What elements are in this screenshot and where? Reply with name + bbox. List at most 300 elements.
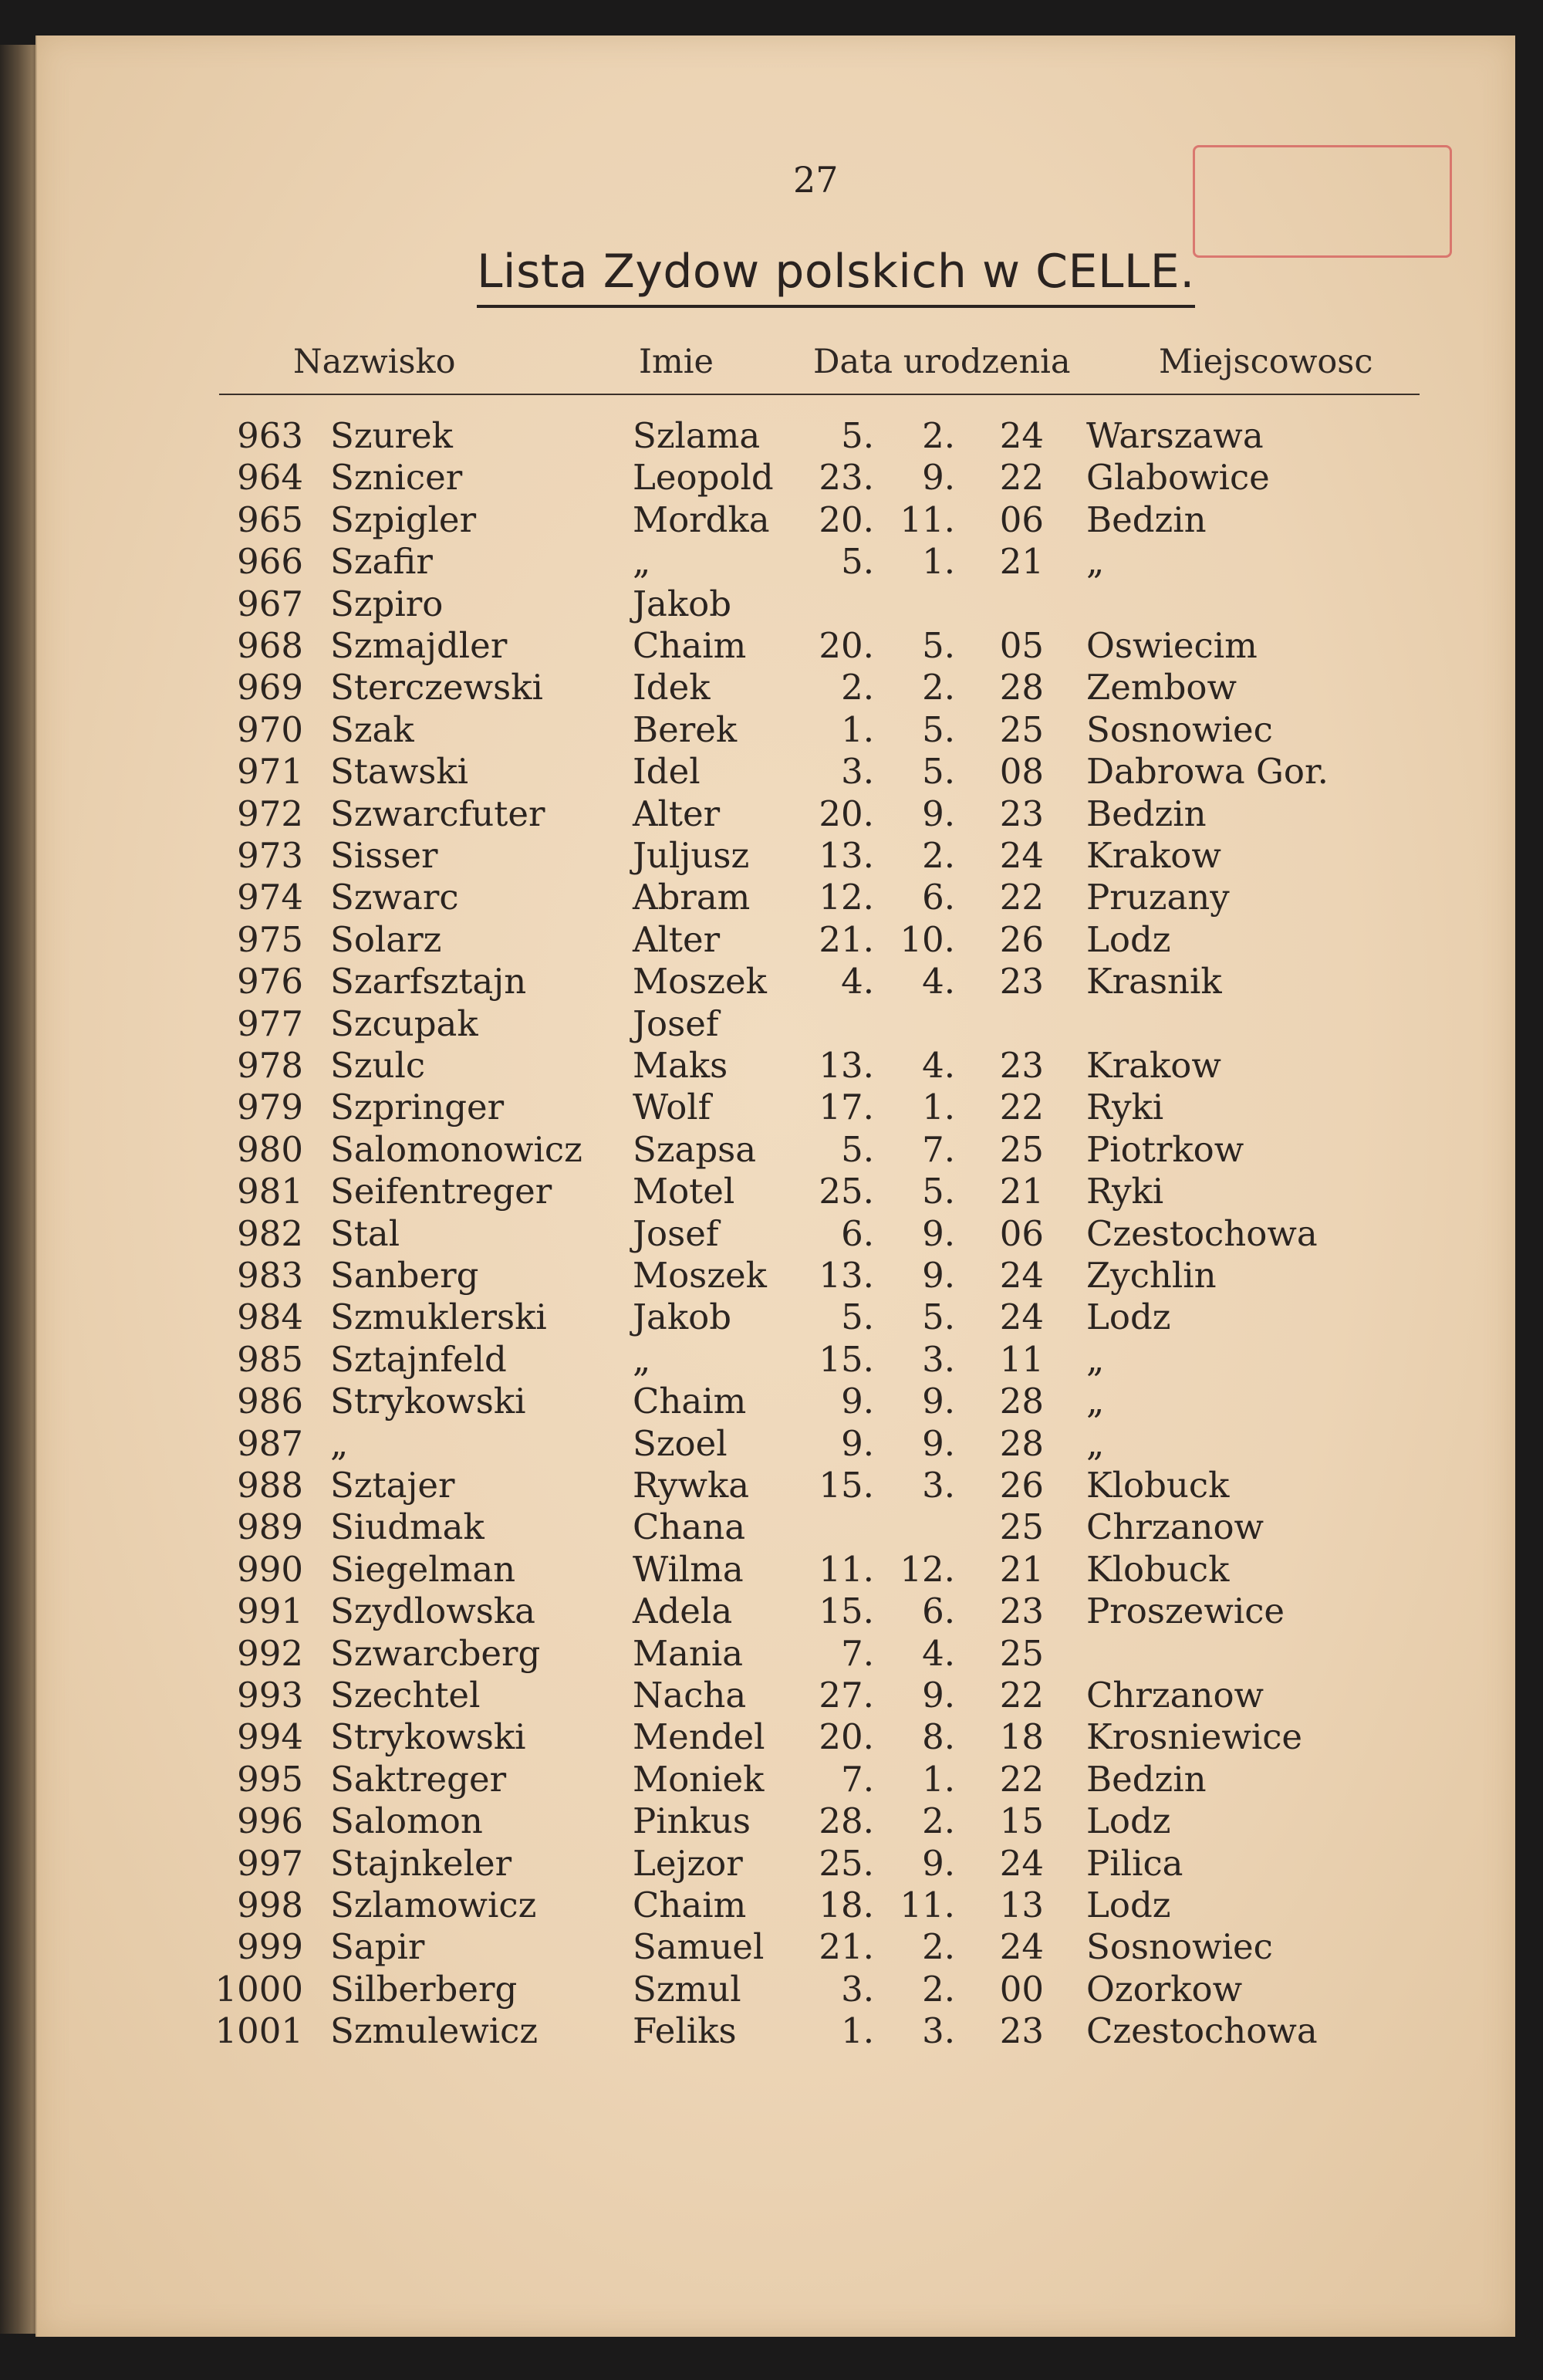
row-number: 971: [237, 751, 303, 793]
table-row: [37, 835, 1515, 877]
table-row: [37, 1549, 1515, 1591]
surname-cell: „: [330, 1422, 349, 1464]
birth-year-cell: 24: [999, 835, 1044, 876]
place-cell: Bedzin: [1086, 793, 1207, 834]
surname-cell: Szmuklerski: [330, 1296, 547, 1338]
surname-cell: Szulc: [330, 1045, 426, 1086]
table-row: [37, 499, 1515, 541]
birth-month-cell: 9.: [922, 1422, 955, 1464]
place-cell: Oswiecim: [1086, 625, 1258, 666]
birth-month-cell: 6.: [922, 877, 955, 918]
first-name-cell: Jakob: [633, 1296, 732, 1338]
place-cell: Chrzanow: [1086, 1506, 1264, 1548]
birth-day-cell: 13.: [819, 1255, 874, 1296]
birth-month-cell: 1.: [922, 541, 955, 583]
birth-day-cell: 20.: [819, 793, 874, 834]
birth-month-cell: 9.: [922, 1675, 955, 1716]
first-name-cell: Jakob: [633, 583, 732, 624]
birth-day-cell: 18.: [819, 1885, 874, 1925]
birth-day-cell: 13.: [819, 1045, 874, 1086]
birth-day-cell: 3.: [841, 1968, 874, 2010]
first-name-cell: Szlama: [633, 415, 761, 456]
table-row: [37, 1926, 1515, 1968]
place-cell: „: [1086, 541, 1105, 583]
surname-cell: Salomonowicz: [330, 1128, 582, 1170]
birth-month-cell: 2.: [922, 415, 955, 456]
row-number: 966: [237, 541, 303, 583]
birth-year-cell: 18: [999, 1716, 1044, 1758]
table-row: [37, 1465, 1515, 1506]
birth-year-cell: 06: [999, 499, 1044, 540]
row-number: 972: [237, 793, 303, 834]
surname-cell: Szurek: [330, 415, 453, 456]
first-name-cell: Feliks: [633, 2010, 737, 2052]
birth-month-cell: 11.: [900, 499, 955, 540]
place-cell: Glabowice: [1086, 457, 1270, 499]
first-name-cell: Mendel: [633, 1716, 765, 1758]
table-row: [37, 1255, 1515, 1296]
birth-year-cell: 25: [999, 1128, 1044, 1170]
header-rule: [219, 394, 1420, 395]
row-number: 983: [237, 1255, 303, 1296]
surname-cell: Sztajnfeld: [330, 1338, 507, 1380]
birth-year-cell: 24: [999, 1926, 1044, 1968]
place-cell: Czestochowa: [1086, 1212, 1318, 1254]
table-row: [37, 1716, 1515, 1758]
first-name-cell: Idel: [633, 751, 701, 793]
table-row: [37, 793, 1515, 835]
place-cell: Warszawa: [1086, 415, 1264, 456]
birth-year-cell: 21: [999, 1171, 1044, 1212]
birth-month-cell: 5.: [922, 708, 955, 750]
place-cell: Sosnowiec: [1086, 708, 1273, 750]
surname-cell: Siegelman: [330, 1548, 516, 1590]
row-number: 975: [237, 918, 303, 960]
birth-day-cell: 20.: [819, 1716, 874, 1758]
first-name-cell: Maks: [633, 1045, 728, 1086]
surname-cell: Szcupak: [330, 1002, 478, 1044]
first-name-cell: Samuel: [633, 1926, 765, 1968]
birth-month-cell: 9.: [922, 1381, 955, 1422]
table-row: [37, 1423, 1515, 1465]
birth-day-cell: 15.: [819, 1465, 874, 1506]
row-number: 974: [237, 877, 303, 918]
birth-year-cell: 25: [999, 1632, 1044, 1674]
first-name-cell: Wolf: [633, 1087, 711, 1128]
birth-month-cell: 8.: [922, 1716, 955, 1758]
header-place: Miejscowosc: [1159, 343, 1373, 381]
birth-year-cell: 23: [999, 1045, 1044, 1086]
place-cell: Lodz: [1086, 1885, 1171, 1925]
birth-day-cell: 27.: [819, 1675, 874, 1716]
birth-year-cell: 26: [999, 1465, 1044, 1506]
surname-cell: Szak: [330, 708, 414, 750]
birth-month-cell: 5.: [922, 1171, 955, 1212]
birth-day-cell: 7.: [841, 1758, 874, 1800]
row-number: 996: [237, 1800, 303, 1842]
first-name-cell: Mania: [633, 1632, 744, 1674]
table-row: [37, 1129, 1515, 1171]
surname-cell: Szpiro: [330, 583, 444, 624]
surname-cell: Szmulewicz: [330, 2010, 539, 2052]
table-row: [37, 1800, 1515, 1842]
birth-day-cell: 5.: [841, 1296, 874, 1338]
birth-day-cell: 9.: [841, 1422, 874, 1464]
birth-day-cell: 17.: [819, 1087, 874, 1128]
row-number: 988: [237, 1465, 303, 1506]
birth-month-cell: 9.: [922, 1842, 955, 1884]
surname-cell: Salomon: [330, 1800, 483, 1842]
row-number: 991: [237, 1591, 303, 1632]
table-row: [37, 1381, 1515, 1422]
birth-year-cell: 23: [999, 1591, 1044, 1632]
row-number: 994: [237, 1716, 303, 1758]
table-row: [37, 751, 1515, 793]
surname-cell: Szpigler: [330, 499, 477, 540]
row-number: 987: [237, 1422, 303, 1464]
table-row: [37, 961, 1515, 1002]
surname-cell: Strykowski: [330, 1716, 526, 1758]
row-number: 963: [237, 415, 303, 456]
birth-year-cell: 15: [999, 1800, 1044, 1842]
page-title: Lista Zydow polskich w CELLE.: [477, 245, 1195, 308]
table-row: [37, 1171, 1515, 1212]
place-cell: Ryki: [1086, 1087, 1164, 1128]
first-name-cell: Szapsa: [633, 1128, 757, 1170]
place-cell: Piotrkow: [1086, 1128, 1244, 1170]
surname-cell: Seifentreger: [330, 1171, 552, 1212]
place-cell: Lodz: [1086, 1296, 1171, 1338]
birth-year-cell: 23: [999, 793, 1044, 834]
table-row: [37, 1296, 1515, 1338]
header-surname: Nazwisko: [293, 343, 456, 381]
table-row: [37, 709, 1515, 751]
birth-year-cell: 25: [999, 1506, 1044, 1548]
table-row: [37, 1885, 1515, 1926]
birth-day-cell: 20.: [819, 625, 874, 666]
place-cell: Klobuck: [1086, 1465, 1230, 1506]
birth-day-cell: 13.: [819, 835, 874, 876]
first-name-cell: Nacha: [633, 1675, 747, 1716]
row-number: 969: [237, 667, 303, 708]
place-cell: „: [1086, 1381, 1105, 1422]
birth-day-cell: 5.: [841, 541, 874, 583]
surname-cell: Szarfsztajn: [330, 961, 527, 1002]
first-name-cell: Adela: [633, 1591, 733, 1632]
first-name-cell: Josef: [633, 1212, 719, 1254]
first-name-cell: Idek: [633, 667, 711, 708]
birth-year-cell: 00: [999, 1968, 1044, 2010]
place-cell: Pilica: [1086, 1842, 1183, 1884]
birth-month-cell: 4.: [922, 1632, 955, 1674]
first-name-cell: Moszek: [633, 1255, 767, 1296]
row-number: 967: [237, 583, 303, 624]
birth-day-cell: 23.: [819, 457, 874, 499]
table-row: [37, 667, 1515, 708]
place-cell: Bedzin: [1086, 499, 1207, 540]
surname-cell: Stawski: [330, 751, 469, 793]
row-number: 995: [237, 1758, 303, 1800]
row-number: 989: [237, 1506, 303, 1548]
birth-month-cell: 9.: [922, 1212, 955, 1254]
birth-day-cell: 7.: [841, 1632, 874, 1674]
row-number: 965: [237, 499, 303, 540]
library-stamp-box: [1193, 145, 1452, 258]
first-name-cell: Szmul: [633, 1968, 741, 2010]
birth-year-cell: 23: [999, 2010, 1044, 2052]
surname-cell: Sanberg: [330, 1255, 479, 1296]
birth-day-cell: 2.: [841, 667, 874, 708]
place-cell: Dabrowa Gor.: [1086, 751, 1329, 793]
birth-year-cell: 28: [999, 1422, 1044, 1464]
place-cell: Krosniewice: [1086, 1716, 1303, 1758]
row-number: 990: [237, 1548, 303, 1590]
birth-day-cell: 20.: [819, 499, 874, 540]
row-number: 998: [237, 1885, 303, 1925]
first-name-cell: Motel: [633, 1171, 735, 1212]
first-name-cell: Juljusz: [633, 835, 750, 876]
table-row: [37, 1759, 1515, 1800]
table-row: [37, 1969, 1515, 2010]
birth-year-cell: 13: [999, 1885, 1044, 1925]
table-row: [37, 1045, 1515, 1087]
birth-day-cell: 15.: [819, 1338, 874, 1380]
surname-cell: Solarz: [330, 918, 442, 960]
first-name-cell: Rywka: [633, 1465, 750, 1506]
birth-day-cell: 4.: [841, 961, 874, 1002]
surname-cell: Szechtel: [330, 1675, 481, 1716]
birth-month-cell: 1.: [922, 1758, 955, 1800]
place-cell: Pruzany: [1086, 877, 1230, 918]
place-cell: Czestochowa: [1086, 2010, 1318, 2052]
birth-year-cell: 26: [999, 918, 1044, 960]
birth-month-cell: 9.: [922, 1255, 955, 1296]
birth-month-cell: 11.: [900, 1885, 955, 1925]
surname-cell: Szlamowicz: [330, 1885, 537, 1925]
row-number: 997: [237, 1842, 303, 1884]
birth-month-cell: 3.: [922, 2010, 955, 2052]
first-name-cell: „: [633, 541, 651, 583]
surname-cell: Szwarc: [330, 877, 459, 918]
table-row: [37, 583, 1515, 625]
header-birth-date: Data urodzenia: [813, 343, 1071, 381]
place-cell: Klobuck: [1086, 1548, 1230, 1590]
birth-month-cell: 1.: [922, 1087, 955, 1128]
surname-cell: Sztajer: [330, 1465, 455, 1506]
birth-month-cell: 2.: [922, 1926, 955, 1968]
surname-cell: Sapir: [330, 1926, 425, 1968]
birth-month-cell: 7.: [922, 1128, 955, 1170]
row-number: 976: [237, 961, 303, 1002]
surname-cell: Silberberg: [330, 1968, 518, 2010]
birth-year-cell: 05: [999, 625, 1044, 666]
birth-month-cell: 5.: [922, 751, 955, 793]
birth-day-cell: 6.: [841, 1212, 874, 1254]
place-cell: Lodz: [1086, 1800, 1171, 1842]
table-row: [37, 1087, 1515, 1128]
birth-month-cell: 9.: [922, 457, 955, 499]
first-name-cell: Moszek: [633, 961, 767, 1002]
first-name-cell: Abram: [633, 877, 751, 918]
birth-year-cell: 21: [999, 541, 1044, 583]
birth-year-cell: 25: [999, 708, 1044, 750]
surname-cell: Siudmak: [330, 1506, 485, 1548]
birth-day-cell: 5.: [841, 415, 874, 456]
birth-year-cell: 23: [999, 961, 1044, 1002]
birth-day-cell: 1.: [841, 2010, 874, 2052]
place-cell: Zembow: [1086, 667, 1237, 708]
page-number: 27: [793, 159, 839, 201]
place-cell: Proszewice: [1086, 1591, 1285, 1632]
place-cell: Zychlin: [1086, 1255, 1217, 1296]
place-cell: Chrzanow: [1086, 1675, 1264, 1716]
row-number: 986: [237, 1381, 303, 1422]
book-binding: [0, 45, 40, 2334]
first-name-cell: Pinkus: [633, 1800, 751, 1842]
birth-day-cell: 3.: [841, 751, 874, 793]
row-number: 992: [237, 1632, 303, 1674]
table-row: [37, 1591, 1515, 1632]
birth-year-cell: 22: [999, 1087, 1044, 1128]
first-name-cell: Josef: [633, 1002, 719, 1044]
row-number: 980: [237, 1128, 303, 1170]
birth-day-cell: 11.: [819, 1548, 874, 1590]
birth-month-cell: 2.: [922, 1800, 955, 1842]
table-row: [37, 541, 1515, 583]
place-cell: Ozorkow: [1086, 1968, 1243, 2010]
birth-year-cell: 24: [999, 415, 1044, 456]
table-row: [37, 1003, 1515, 1045]
birth-day-cell: 1.: [841, 708, 874, 750]
birth-year-cell: 24: [999, 1255, 1044, 1296]
place-cell: Krakow: [1086, 835, 1221, 876]
table-row: [37, 877, 1515, 918]
birth-month-cell: 3.: [922, 1338, 955, 1380]
birth-month-cell: 12.: [900, 1548, 955, 1590]
birth-month-cell: 9.: [922, 793, 955, 834]
first-name-cell: Alter: [633, 918, 721, 960]
table-row: [37, 919, 1515, 961]
place-cell: Bedzin: [1086, 1758, 1207, 1800]
birth-year-cell: 22: [999, 1675, 1044, 1716]
surname-cell: Stajnkeler: [330, 1842, 512, 1884]
first-name-cell: Wilma: [633, 1548, 744, 1590]
table-row: [37, 1339, 1515, 1381]
header-first-name: Imie: [639, 343, 714, 381]
birth-year-cell: 22: [999, 877, 1044, 918]
surname-cell: Szwarcfuter: [330, 793, 545, 834]
first-name-cell: Berek: [633, 708, 738, 750]
place-cell: Ryki: [1086, 1171, 1164, 1212]
surname-cell: Szafir: [330, 541, 433, 583]
table-row: [37, 1506, 1515, 1548]
surname-cell: Strykowski: [330, 1381, 526, 1422]
first-name-cell: „: [633, 1338, 651, 1380]
row-number: 1000: [214, 1968, 303, 2010]
birth-month-cell: 5.: [922, 625, 955, 666]
first-name-cell: Lejzor: [633, 1842, 743, 1884]
first-name-cell: Chana: [633, 1506, 746, 1548]
row-number: 964: [237, 457, 303, 499]
surname-cell: Sznicer: [330, 457, 463, 499]
surname-cell: Sisser: [330, 835, 438, 876]
first-name-cell: Chaim: [633, 1381, 747, 1422]
first-name-cell: Moniek: [633, 1758, 765, 1800]
table-row: [37, 457, 1515, 499]
surname-cell: Saktreger: [330, 1758, 507, 1800]
place-cell: Krasnik: [1086, 961, 1222, 1002]
birth-month-cell: 2.: [922, 835, 955, 876]
surname-cell: Szwarcberg: [330, 1632, 541, 1674]
document-page: [35, 35, 1515, 2337]
birth-day-cell: 5.: [841, 1128, 874, 1170]
table-row: [37, 1213, 1515, 1255]
place-cell: Sosnowiec: [1086, 1926, 1273, 1968]
birth-day-cell: 21.: [819, 1926, 874, 1968]
table-row: [37, 2010, 1515, 2052]
row-number: 979: [237, 1087, 303, 1128]
birth-month-cell: 10.: [900, 918, 955, 960]
birth-month-cell: 2.: [922, 667, 955, 708]
birth-year-cell: 28: [999, 1381, 1044, 1422]
first-name-cell: Szoel: [633, 1422, 728, 1464]
row-number: 968: [237, 625, 303, 666]
row-number: 984: [237, 1296, 303, 1338]
place-cell: „: [1086, 1338, 1105, 1380]
birth-month-cell: 2.: [922, 1968, 955, 2010]
surname-cell: Szpringer: [330, 1087, 505, 1128]
row-number: 978: [237, 1045, 303, 1086]
first-name-cell: Chaim: [633, 625, 747, 666]
birth-year-cell: 21: [999, 1548, 1044, 1590]
birth-year-cell: 11: [999, 1338, 1044, 1380]
birth-year-cell: 22: [999, 457, 1044, 499]
row-number: 999: [237, 1926, 303, 1968]
place-cell: Lodz: [1086, 918, 1171, 960]
birth-day-cell: 25.: [819, 1842, 874, 1884]
birth-day-cell: 12.: [819, 877, 874, 918]
row-number: 977: [237, 1002, 303, 1044]
first-name-cell: Mordka: [633, 499, 770, 540]
table-row: [37, 1633, 1515, 1675]
first-name-cell: Alter: [633, 793, 721, 834]
row-number: 981: [237, 1171, 303, 1212]
birth-month-cell: 4.: [922, 961, 955, 1002]
birth-day-cell: 21.: [819, 918, 874, 960]
surname-cell: Szydlowska: [330, 1591, 535, 1632]
birth-year-cell: 08: [999, 751, 1044, 793]
table-row: [37, 415, 1515, 457]
place-cell: Krakow: [1086, 1045, 1221, 1086]
birth-month-cell: 4.: [922, 1045, 955, 1086]
birth-day-cell: 28.: [819, 1800, 874, 1842]
surname-cell: Szmajdler: [330, 625, 508, 666]
birth-year-cell: 24: [999, 1842, 1044, 1884]
birth-day-cell: 9.: [841, 1381, 874, 1422]
table-row: [37, 625, 1515, 667]
table-row: [37, 1843, 1515, 1885]
birth-day-cell: 25.: [819, 1171, 874, 1212]
row-number: 1001: [214, 2010, 303, 2052]
birth-month-cell: 3.: [922, 1465, 955, 1506]
birth-day-cell: 15.: [819, 1591, 874, 1632]
table-row: [37, 1675, 1515, 1716]
row-number: 982: [237, 1212, 303, 1254]
row-number: 993: [237, 1675, 303, 1716]
first-name-cell: Leopold: [633, 457, 774, 499]
surname-cell: Sterczewski: [330, 667, 543, 708]
row-number: 970: [237, 708, 303, 750]
